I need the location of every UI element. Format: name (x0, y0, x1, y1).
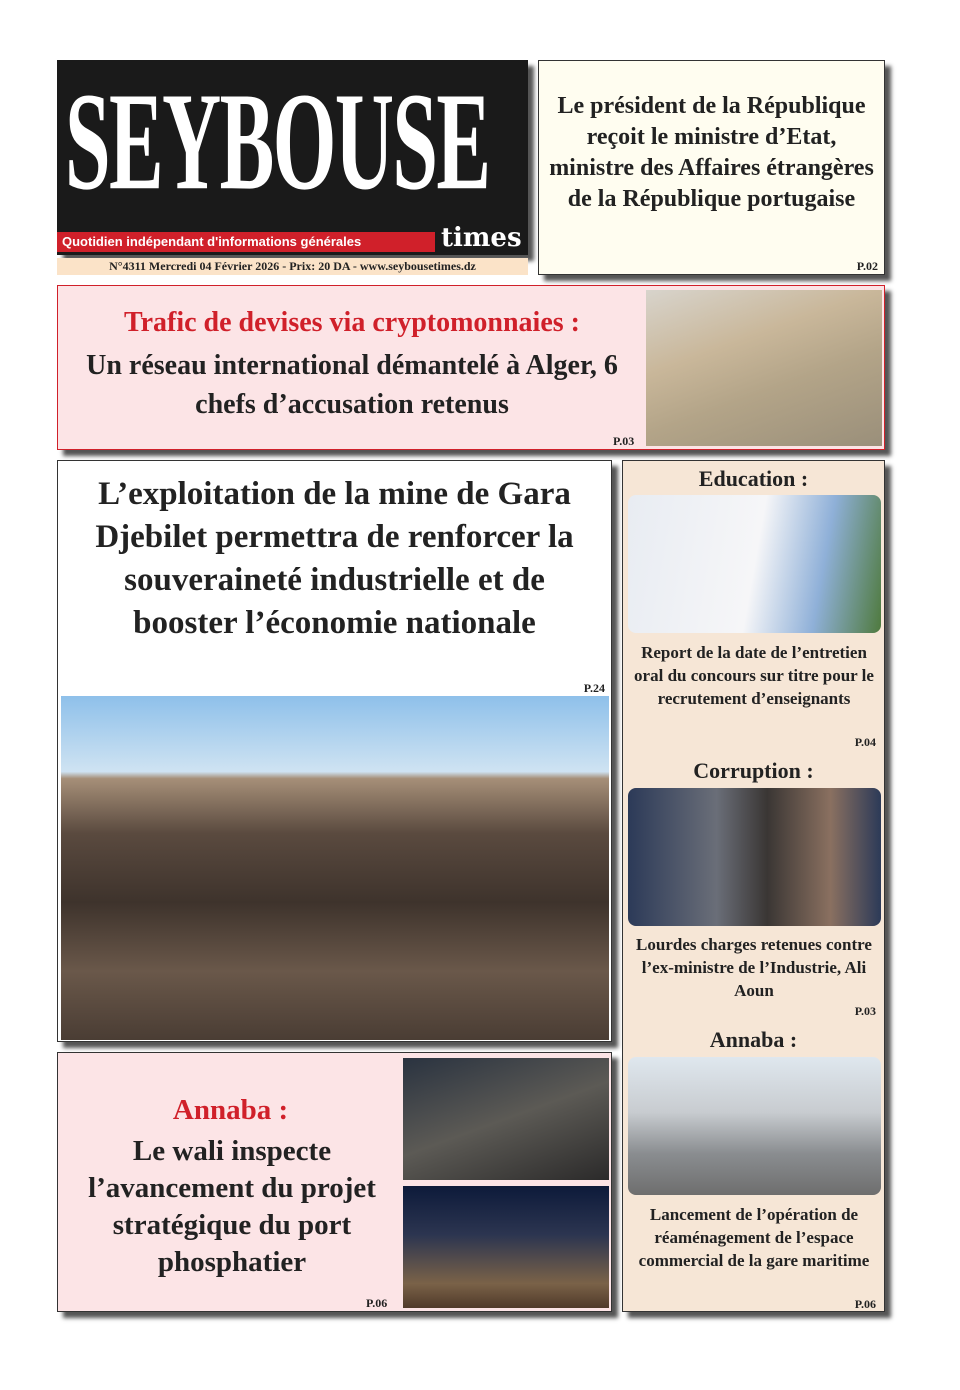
sidebar (622, 460, 885, 1312)
wali-visit-photo-1 (403, 1058, 609, 1180)
page-ref: P.03 (613, 434, 635, 448)
annaba-port-story[interactable] (57, 1052, 612, 1312)
seized-money-photo (646, 290, 882, 446)
page-ref: P.06 (854, 1297, 876, 1311)
main-story[interactable] (57, 460, 612, 1042)
wali-visit-photo-2 (403, 1186, 609, 1308)
mine-photo (61, 696, 609, 1040)
kicker: Annaba : (172, 1094, 289, 1126)
page-ref: P.04 (854, 735, 876, 749)
headline: Le président de la République reçoit le ministre d’Etat, ministre des Affaires étrangères de la République portugaise (549, 93, 874, 212)
trafic-story[interactable] (57, 285, 885, 450)
gare-maritime-photo (628, 1057, 881, 1195)
sidebar-kicker-corruption: Corruption : (693, 758, 814, 783)
sidebar-kicker-annaba: Annaba : (709, 1027, 798, 1052)
masthead (57, 60, 528, 255)
education-building-photo (628, 495, 881, 633)
dateline: N°4311 Mercredi 04 Février 2026 - Prix: 20 DA - www.seybousetimes.dz (57, 258, 528, 275)
headline: Un réseau international démantelé à Alger, 6 chefs d’accusation retenus (86, 350, 618, 420)
logo-suffix: times (441, 223, 522, 253)
headline: Le wali inspecte l’avancement du projet stratégique du port phosphatier (88, 1135, 376, 1278)
logo: SEYBOUSE (65, 63, 490, 219)
tagline: Quotidien indépendant d'informations générales (57, 232, 435, 252)
sidebar-headline-education[interactable]: Report de la date de l’entretien oral du concours sur titre pour le recrutement d’enseignants (634, 643, 874, 708)
page-ref: P.06 (366, 1296, 388, 1310)
sidebar-headline-annaba[interactable]: Lancement de l’opération de réaménagement de l’espace commercial de la gare maritime (638, 1205, 870, 1270)
sidebar-headline-corruption[interactable]: Lourdes charges retenues contre l’ex-ministre de l’Industrie, Ali Aoun (636, 935, 872, 1000)
sidebar-kicker-education: Education : (698, 466, 809, 491)
ali-aoun-photo (628, 788, 881, 926)
top-right-story[interactable] (538, 60, 885, 275)
kicker: Trafic de devises via cryptomonnaies : (124, 307, 580, 338)
page-ref: P.24 (583, 681, 605, 695)
page-ref: P.02 (856, 259, 878, 273)
headline: L’exploitation de la mine de Gara Djebilet permettra de renforcer la souveraineté industrielle et de booster l’économie nationale (95, 476, 574, 641)
page-ref: P.03 (854, 1004, 876, 1018)
